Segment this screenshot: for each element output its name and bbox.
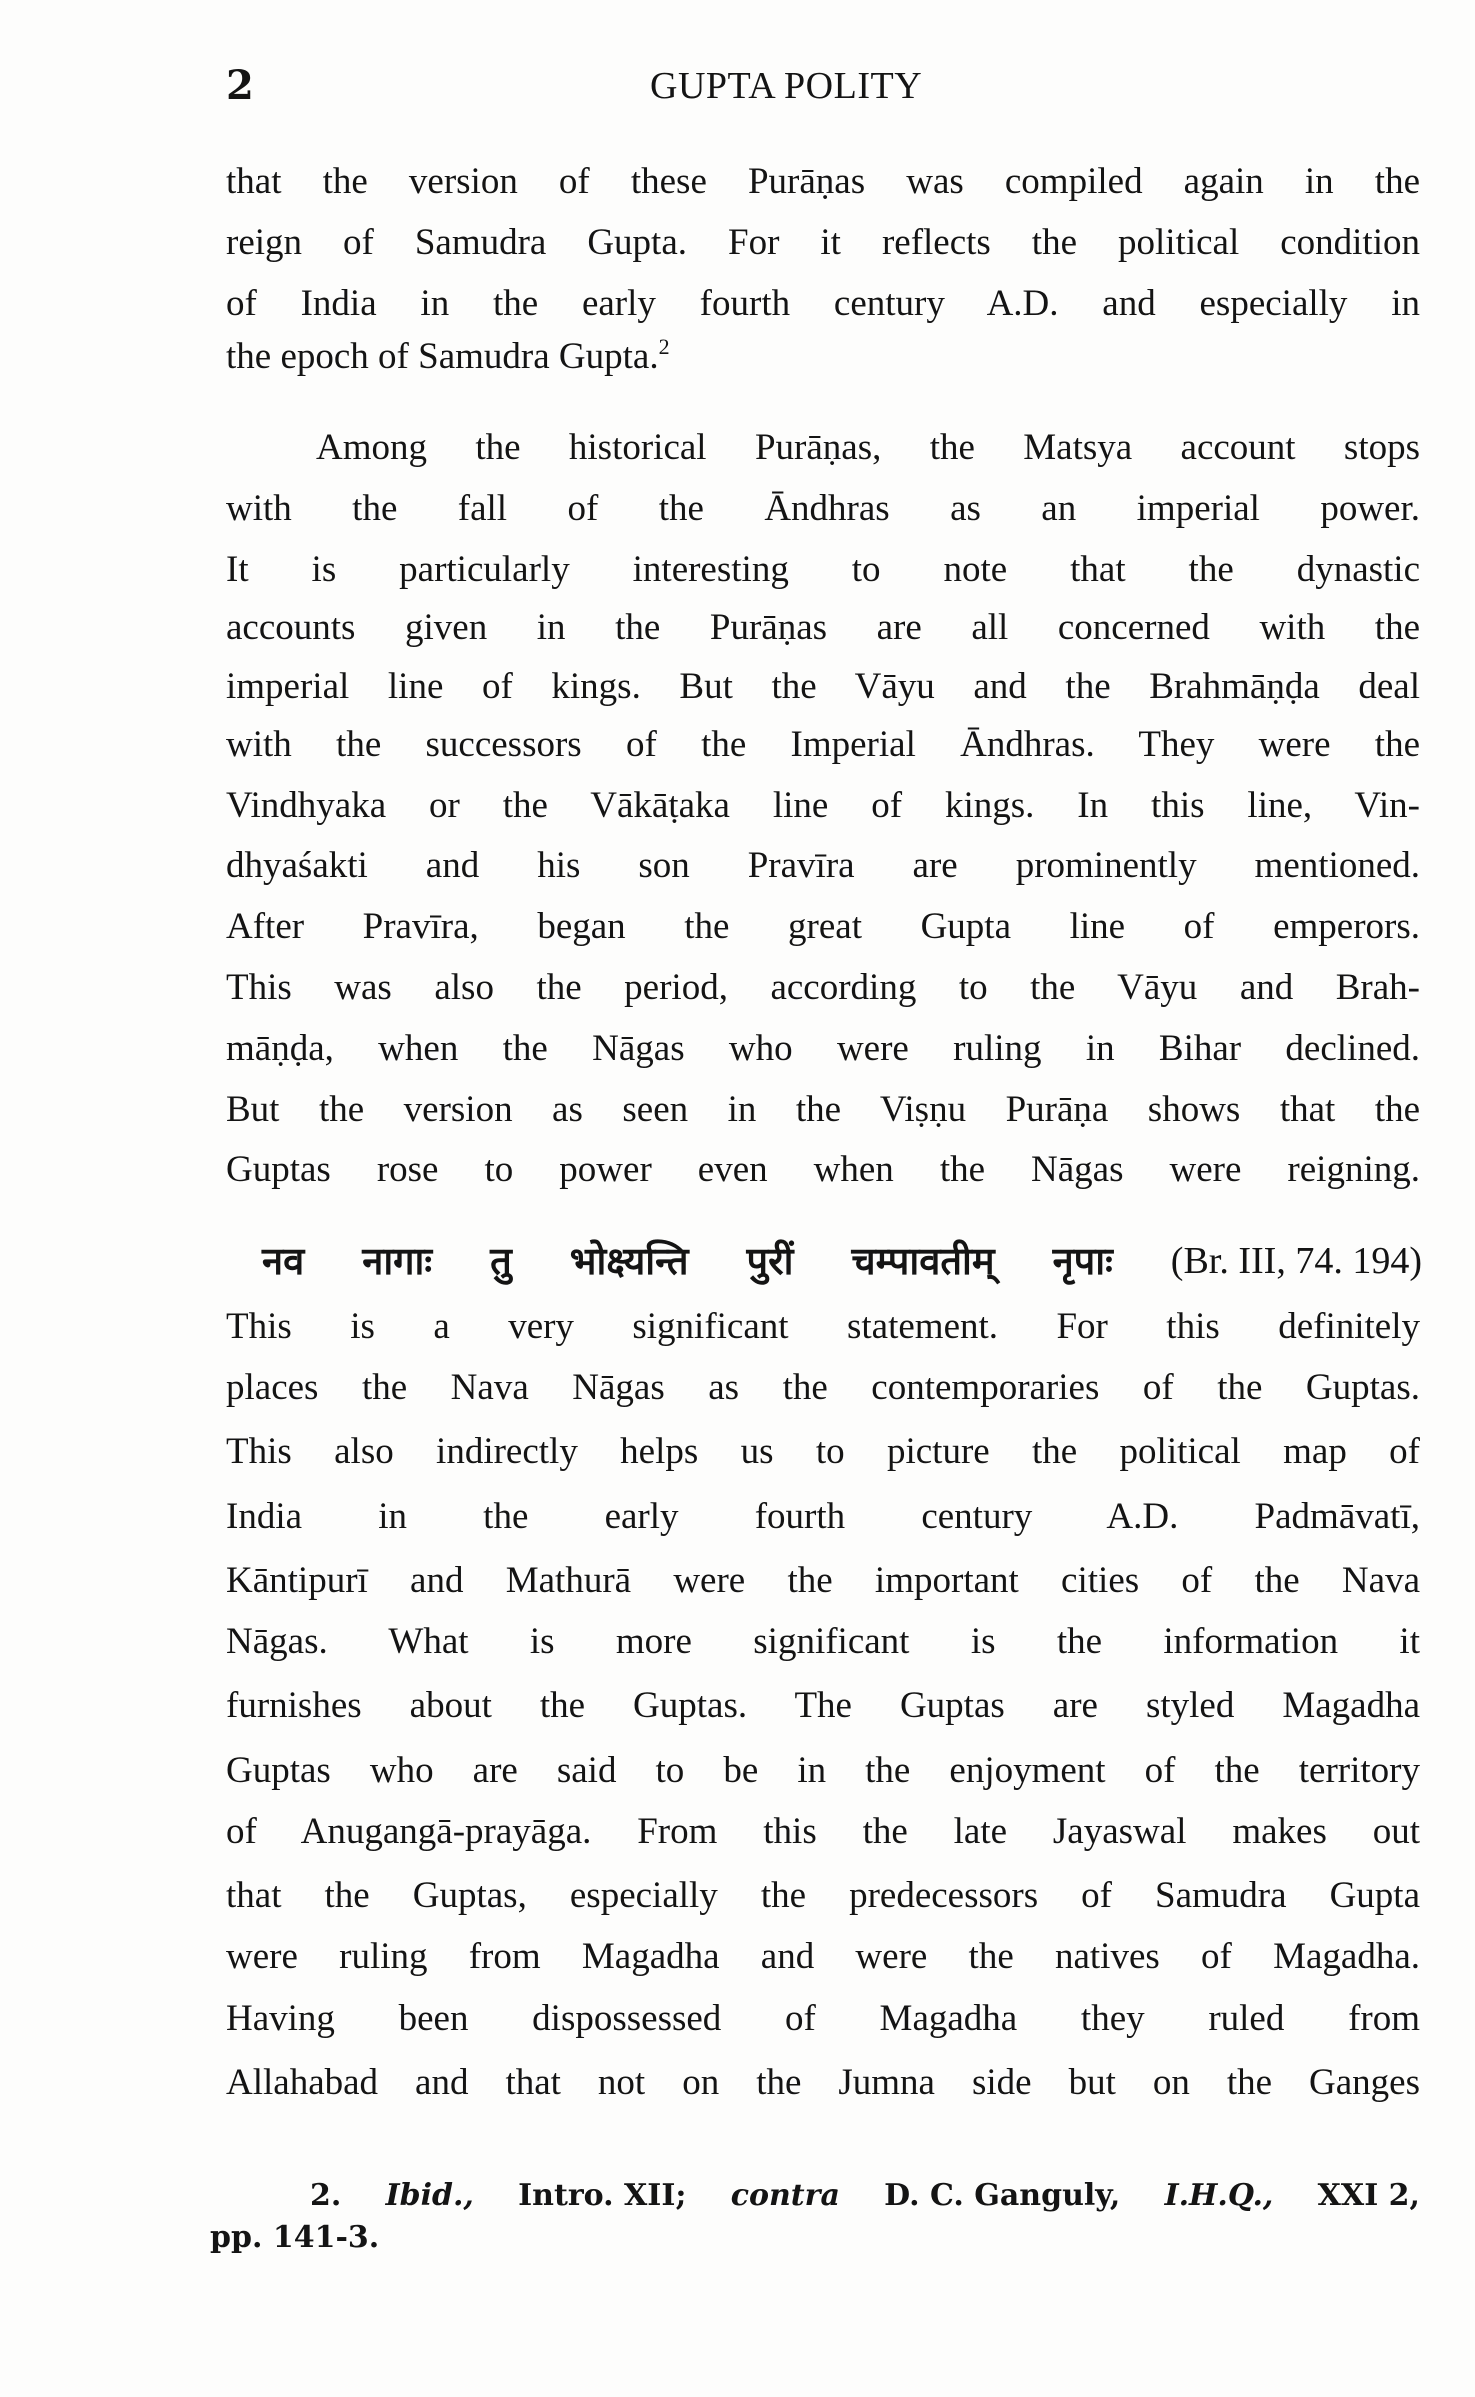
sanskrit-word: नृपाः	[1052, 1239, 1113, 1283]
text-line: Vindhyaka or the Vākāṭaka line of kings. In this line, Vin-	[226, 785, 1420, 826]
text-line: It is particularly interesting to note that the dynastic	[226, 549, 1420, 590]
text-line: Guptas rose to power even when the Nāgas were reigning.	[226, 1149, 1420, 1190]
sanskrit-word: तु	[490, 1239, 512, 1283]
text-line: But the version as seen in the Viṣṇu Purāṇa shows that the	[226, 1089, 1420, 1130]
text-line: This is a very significant statement. For this definitely	[226, 1306, 1420, 1347]
sanskrit-quotation	[262, 1238, 1422, 1284]
text-line: were ruling from Magadha and were the natives of Magadha.	[226, 1936, 1420, 1977]
footnote-ibid: Ibid.,	[385, 2178, 474, 2213]
text-line: imperial line of kings. But the Vāyu and the Brahmāṇḍa deal	[226, 666, 1420, 707]
sanskrit-word: नागाः	[362, 1239, 433, 1283]
footnote-author: D. C. Ganguly,	[884, 2178, 1121, 2213]
text-line: dhyaśakti and his son Pravīra are prominently mentioned.	[226, 845, 1420, 886]
text-line: This was also the period, according to the Vāyu and Brah-	[226, 967, 1420, 1008]
text-line: of India in the early fourth century A.D. and especially in	[226, 283, 1420, 324]
text-line: the epoch of Samudra Gupta.	[226, 336, 659, 377]
text-line: Having been dispossessed of Magadha they ruled from	[226, 1998, 1420, 2039]
text-line: that the Guptas, especially the predecessors of Samudra Gupta	[226, 1875, 1420, 1916]
sanskrit-word: भोक्ष्यन्ति	[569, 1239, 689, 1283]
footnote-volume: XXI 2,	[1317, 2178, 1420, 2213]
footnote	[310, 2178, 1420, 2214]
running-title: GUPTA POLITY	[650, 65, 923, 107]
text-line: Among the historical Purāṇas, the Matsya account stops	[316, 427, 1420, 468]
text-line: Nāgas. What is more significant is the information it	[226, 1621, 1420, 1662]
sanskrit-word: चम्पावतीम्	[851, 1239, 995, 1283]
text-line: accounts given in the Purāṇas are all concerned with the	[226, 607, 1420, 648]
footnote-number: 2.	[310, 2178, 342, 2213]
text-line: reign of Samudra Gupta. For it reflects the political condition	[226, 222, 1420, 263]
footnote-journal: I.H.Q.,	[1164, 2178, 1274, 2213]
text-line: of Anugangā-prayāga. From this the late Jayaswal makes out	[226, 1811, 1420, 1852]
text-line: with the successors of the Imperial Āndhras. They were the	[226, 724, 1420, 765]
text-line-with-footnote	[226, 335, 1420, 379]
sanskrit-word: नव	[262, 1239, 305, 1283]
text-line: that the version of these Purāṇas was compiled again in the	[226, 161, 1420, 202]
text-line: India in the early fourth century A.D. Padmāvatī,	[226, 1496, 1420, 1537]
sanskrit-word: पुरीं	[746, 1239, 794, 1283]
text-line: māṇḍa, when the Nāgas who were ruling in Bihar declined.	[226, 1028, 1420, 1069]
text-line: Guptas who are said to be in the enjoyment of the territory	[226, 1750, 1420, 1791]
text-line: After Pravīra, began the great Gupta line of emperors.	[226, 906, 1420, 947]
text-line: Kāntipurī and Mathurā were the important cities of the Nava	[226, 1560, 1420, 1601]
text-line: furnishes about the Guptas. The Guptas are styled Magadha	[226, 1685, 1420, 1726]
footnote-contra: contra	[730, 2178, 840, 2213]
text-line: This also indirectly helps us to picture the political map of	[226, 1431, 1420, 1472]
footnote-marker: 2	[658, 334, 670, 359]
text-line: Allahabad and that not on the Jumna side but on the Ganges	[226, 2062, 1420, 2103]
footnote-pages: pp. 141-3.	[210, 2220, 380, 2255]
text-line: with the fall of the Āndhras as an imperial power.	[226, 488, 1420, 529]
footnote-intro: Intro. XII;	[518, 2178, 687, 2213]
text-line: places the Nava Nāgas as the contemporaries of the Guptas.	[226, 1367, 1420, 1408]
page-number: 2	[226, 62, 254, 109]
quotation-reference: (Br. III, 74. 194)	[1170, 1240, 1422, 1282]
